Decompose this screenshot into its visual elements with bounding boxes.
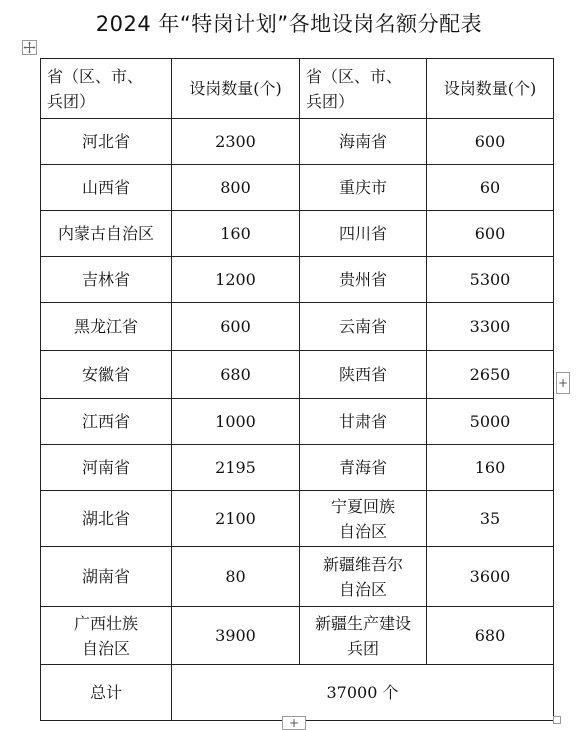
- total-label: 总计: [41, 665, 172, 721]
- province-name: 吉林省: [81, 270, 130, 289]
- left-count-cell: 160: [172, 211, 300, 257]
- add-column-button[interactable]: +: [556, 372, 570, 394]
- right-province-cell: [300, 351, 427, 399]
- left-count-cell: 2100: [172, 491, 300, 547]
- table-row: [41, 257, 554, 303]
- right-province-cell: [300, 303, 427, 351]
- document-title: 2024 年“特岗计划”各地设岗名额分配表: [95, 12, 483, 36]
- header-count-2: 设岗数量(个): [427, 59, 554, 119]
- total-value: 37000 个: [172, 665, 554, 721]
- header-province-line2: 兵团）: [47, 91, 96, 111]
- left-count-cell: 3900: [172, 607, 300, 665]
- right-province-cell: [300, 165, 427, 211]
- left-count-cell: 1000: [172, 399, 300, 445]
- right-province-cell: [300, 491, 427, 547]
- right-province-cell: [300, 211, 427, 257]
- left-province-cell: [41, 445, 172, 491]
- header-province-2: [300, 59, 427, 119]
- province-name: 山西省: [81, 178, 130, 197]
- province-name: 云南省: [338, 317, 387, 336]
- province-name: 广西壮族: [73, 613, 138, 633]
- province-name: 贵州省: [338, 270, 387, 289]
- province-name: 河北省: [81, 132, 130, 151]
- right-province-cell: [300, 547, 427, 607]
- right-province-cell: [300, 607, 427, 665]
- province-name: 自治区: [81, 638, 130, 658]
- move-arrows-icon[interactable]: [22, 40, 37, 55]
- province-name: 黑龙江省: [73, 317, 138, 336]
- add-row-button[interactable]: +: [282, 716, 306, 730]
- header-province-2-line2: 兵团）: [306, 91, 355, 111]
- table-row: [41, 445, 554, 491]
- right-province-cell: [300, 257, 427, 303]
- left-province-cell: [41, 547, 172, 607]
- table-row: [41, 211, 554, 257]
- table-row: [41, 607, 554, 665]
- right-count-cell: 600: [427, 119, 554, 165]
- left-province-cell: [41, 165, 172, 211]
- header-province: [41, 59, 172, 119]
- left-count-cell: 600: [172, 303, 300, 351]
- table-header-row: [41, 59, 554, 119]
- right-count-cell: 160: [427, 445, 554, 491]
- province-name: 自治区: [338, 521, 387, 541]
- total-row: [41, 665, 554, 721]
- left-count-cell: 680: [172, 351, 300, 399]
- right-count-cell: 5300: [427, 257, 554, 303]
- table-row: [41, 165, 554, 211]
- right-count-cell: 3600: [427, 547, 554, 607]
- right-province-cell: [300, 445, 427, 491]
- table-row: [41, 491, 554, 547]
- province-name: 兵团: [346, 638, 379, 658]
- right-count-cell: 60: [427, 165, 554, 211]
- left-count-cell: 80: [172, 547, 300, 607]
- table-row: [41, 303, 554, 351]
- right-count-cell: 2650: [427, 351, 554, 399]
- header-count: 设岗数量(个): [172, 59, 300, 119]
- right-count-cell: 600: [427, 211, 554, 257]
- province-name: 四川省: [338, 224, 387, 243]
- province-name: 河南省: [81, 458, 130, 477]
- left-province-cell: [41, 119, 172, 165]
- right-count-cell: 3300: [427, 303, 554, 351]
- province-name: 新疆生产建设: [314, 613, 411, 633]
- left-province-cell: [41, 303, 172, 351]
- province-name: 陕西省: [338, 365, 387, 384]
- right-count-cell: 35: [427, 491, 554, 547]
- header-province-line1: 省（区、市、: [47, 66, 144, 86]
- left-count-cell: 2195: [172, 445, 300, 491]
- left-count-cell: 800: [172, 165, 300, 211]
- header-province-2-line1: 省（区、市、: [306, 66, 403, 86]
- province-name: 湖北省: [81, 509, 130, 528]
- province-name: 内蒙古自治区: [57, 224, 154, 243]
- left-count-cell: 2300: [172, 119, 300, 165]
- province-name: 重庆市: [338, 178, 387, 197]
- province-name: 青海省: [338, 458, 387, 477]
- left-province-cell: [41, 211, 172, 257]
- province-name: 自治区: [338, 579, 387, 599]
- province-name: 江西省: [81, 412, 130, 431]
- table-row: [41, 351, 554, 399]
- left-province-cell: [41, 257, 172, 303]
- table-row: [41, 119, 554, 165]
- left-province-cell: [41, 491, 172, 547]
- province-name: 宁夏回族: [330, 496, 395, 516]
- province-name: 安徽省: [81, 365, 130, 384]
- province-name: 新疆维吾尔: [322, 554, 403, 574]
- right-province-cell: [300, 119, 427, 165]
- left-province-cell: [41, 607, 172, 665]
- table-row: [41, 547, 554, 607]
- right-count-cell: 5000: [427, 399, 554, 445]
- resize-handle-icon[interactable]: [553, 716, 561, 724]
- right-count-cell: 680: [427, 607, 554, 665]
- left-count-cell: 1200: [172, 257, 300, 303]
- table-row: [41, 399, 554, 445]
- quota-table: [40, 58, 554, 721]
- province-name: 甘肃省: [338, 412, 387, 431]
- province-name: 湖南省: [81, 567, 130, 586]
- province-name: 海南省: [338, 132, 387, 151]
- left-province-cell: [41, 351, 172, 399]
- right-province-cell: [300, 399, 427, 445]
- left-province-cell: [41, 399, 172, 445]
